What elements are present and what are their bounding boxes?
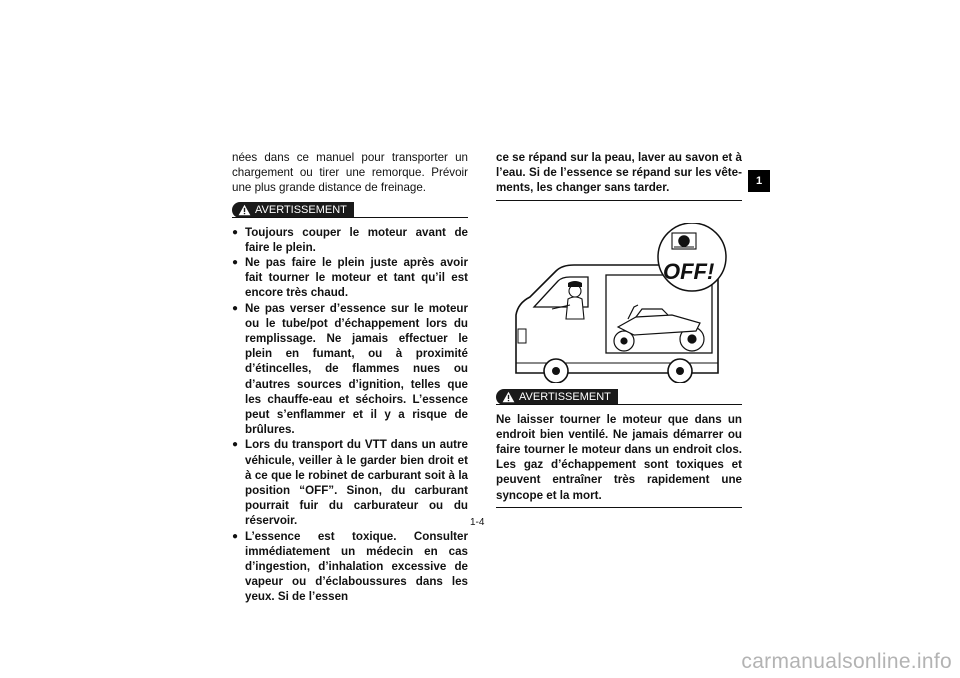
warning-triangle-icon: [238, 204, 251, 216]
warning-badge: [232, 202, 354, 218]
continuation-paragraph: ce se répand sur la peau, laver au savon et à l’eau. Si de l’essence se répand sur les vêtements, les changer sans tarder.: [496, 151, 742, 195]
list-item: ● Ne pas faire le plein juste après avoir fait tourner le moteur et tant qu’il est encore très chaud.: [232, 255, 468, 301]
intro-paragraph: nées dans ce manuel pour transporter un chargement ou tirer une remorque. Prévoir une plus grande distance de freinage.: [232, 151, 468, 195]
chapter-tab: 1: [748, 170, 770, 192]
van-with-atv-illustration: [496, 223, 742, 383]
warning-header-left: [232, 202, 468, 219]
right-column: [496, 150, 742, 508]
list-item: ● Ne pas verser d’essence sur le moteur ou le tube/pot d’échappement lors du remplissage. Ne jamais effectuer le plein en fumant, ou à proximité d’étincelles, de flammes nues ou d’autres sources d’ignition, telles que les chauffe-eau et séchoirs. L’essence peut s’enflammer et il y a risque de brûlures.: [232, 301, 468, 438]
warning-badge: [496, 389, 618, 405]
warning-label: AVERTISSEMENT: [519, 390, 611, 403]
warning-bullet-list: [232, 225, 468, 605]
left-column: [232, 150, 468, 605]
warning-label: AVERTISSEMENT: [255, 203, 347, 216]
warning-triangle-icon: [502, 391, 515, 403]
callout-text: OFF!: [663, 258, 715, 284]
list-item: ● Lors du transport du VTT dans un autre véhicule, veiller à le garder bien droit et à ce que le robinet de carburant soit à la position “OFF”. Sinon, du carburant pourrait fuir du carburateur ou du réservoir.: [232, 437, 468, 528]
warning-header-right: [496, 389, 742, 406]
page-number: 1-4: [470, 517, 485, 528]
section-rule: [496, 200, 742, 201]
list-item: ● L’essence est toxique. Consulter immédiatement un médecin en cas d’ingestion, d’inhalation excessive de vapeur ou d’éclaboussures dans les yeux. Si de l’essen: [232, 529, 468, 605]
warning-rule: [496, 404, 742, 405]
warning-text: Ne laisser tourner le moteur que dans un endroit bien ventilé. Ne jamais démarrer ou faire tourner le moteur dans un endroit clos. Les gaz d’échappement sont toxiques et peuvent entraîner très rapidement une syncope et la mort.: [496, 412, 742, 502]
list-item: ● Toujours couper le moteur avant de faire le plein.: [232, 225, 468, 255]
warning-rule: [232, 217, 468, 218]
watermark: carmanualsonline.info: [741, 650, 952, 673]
warning-bottom-rule: [496, 507, 742, 508]
